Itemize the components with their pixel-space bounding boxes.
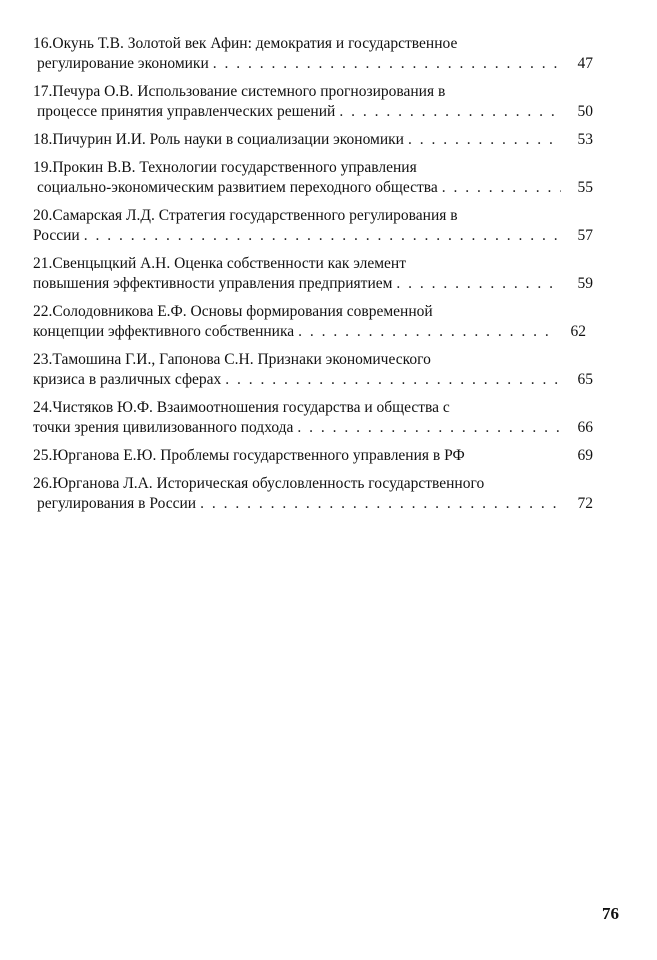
- toc-entry-17: [33, 82, 593, 122]
- toc-entry-title-cont: России: [33, 227, 80, 244]
- toc-entry-title: 17.Печура О.В. Использование системного прогнозирования в: [33, 83, 446, 100]
- toc-page-number: 47: [577, 55, 593, 72]
- page-number: 76: [602, 904, 619, 923]
- toc-entry-title-cont: регулирования в России: [37, 495, 197, 512]
- toc-entry-title-cont: повышения эффективности управления предприятием: [33, 275, 393, 292]
- table-of-contents: [33, 34, 593, 522]
- leader-dots: [213, 54, 561, 74]
- toc-entry-title-cont: процессе принятия управленческих решений: [37, 103, 336, 120]
- toc-page-number: 65: [577, 371, 593, 388]
- toc-page-number: 72: [577, 495, 593, 512]
- leader-dots: [84, 226, 561, 246]
- toc-entry-title: 19.Прокин В.В. Технологии государственного управления: [33, 159, 417, 176]
- toc-entry-20: [33, 206, 593, 246]
- toc-page-number: 57: [577, 227, 593, 244]
- toc-entry-16: [33, 34, 593, 74]
- toc-page-number: 55: [577, 179, 593, 196]
- toc-page-number: 66: [577, 419, 593, 436]
- toc-entry-title-cont: кризиса в различных сферах: [33, 371, 222, 388]
- toc-entry-title: 18.Пичурин И.И. Роль науки в социализации экономики: [33, 131, 404, 148]
- toc-entry-title-cont: социально-экономическим развитием переходного общества: [37, 179, 438, 196]
- toc-entry-title-cont: точки зрения цивилизованного подхода: [33, 419, 294, 436]
- toc-entry-21: [33, 254, 593, 294]
- toc-entry-title: 22.Солодовникова Е.Ф. Основы формирования современной: [33, 303, 433, 320]
- toc-page-number: 59: [577, 275, 593, 292]
- toc-entry-title: 20.Самарская Л.Д. Стратегия государственного регулирования в: [33, 207, 458, 224]
- leader-dots: [396, 274, 561, 294]
- leader-dots: [297, 418, 561, 438]
- toc-entry-24: [33, 398, 593, 438]
- toc-entry-title: 21.Свенцыцкий А.Н. Оценка собственности как элемент: [33, 255, 406, 272]
- toc-page-number: 50: [577, 103, 593, 120]
- leader-dots: [442, 178, 561, 198]
- toc-entry-22: [33, 302, 593, 342]
- toc-entry-title: 23.Тамошина Г.И., Гапонова С.Н. Признаки экономического: [33, 351, 431, 368]
- toc-entry-title: 26.Юрганова Л.А. Историческая обусловленность государственного: [33, 475, 485, 492]
- toc-page-number: 62: [570, 323, 586, 340]
- toc-entry-title: 16.Окунь Т.В. Золотой век Афин: демократия и государственное: [33, 35, 458, 52]
- leader-dots: [225, 370, 561, 390]
- toc-entry-23: [33, 350, 593, 390]
- toc-entry-title: 24.Чистяков Ю.Ф. Взаимоотношения государства и общества с: [33, 399, 450, 416]
- toc-page-number: 53: [577, 131, 593, 148]
- toc-entry-title-cont: концепции эффективного собственника: [33, 323, 295, 340]
- toc-entry-18: [33, 130, 593, 150]
- leader-dots: [408, 130, 561, 150]
- leader-dots: [200, 494, 561, 514]
- toc-entry-26: [33, 474, 593, 514]
- toc-entry-title-cont: регулирование экономики: [37, 55, 209, 72]
- leader-dots: [339, 102, 561, 122]
- toc-entry-25: [33, 446, 593, 466]
- toc-entry-19: [33, 158, 593, 198]
- toc-entry-title: 25.Юрганова Е.Ю. Проблемы государственного управления в РФ: [33, 447, 465, 464]
- leader-dots: [298, 322, 554, 342]
- toc-page-number: 69: [577, 447, 593, 464]
